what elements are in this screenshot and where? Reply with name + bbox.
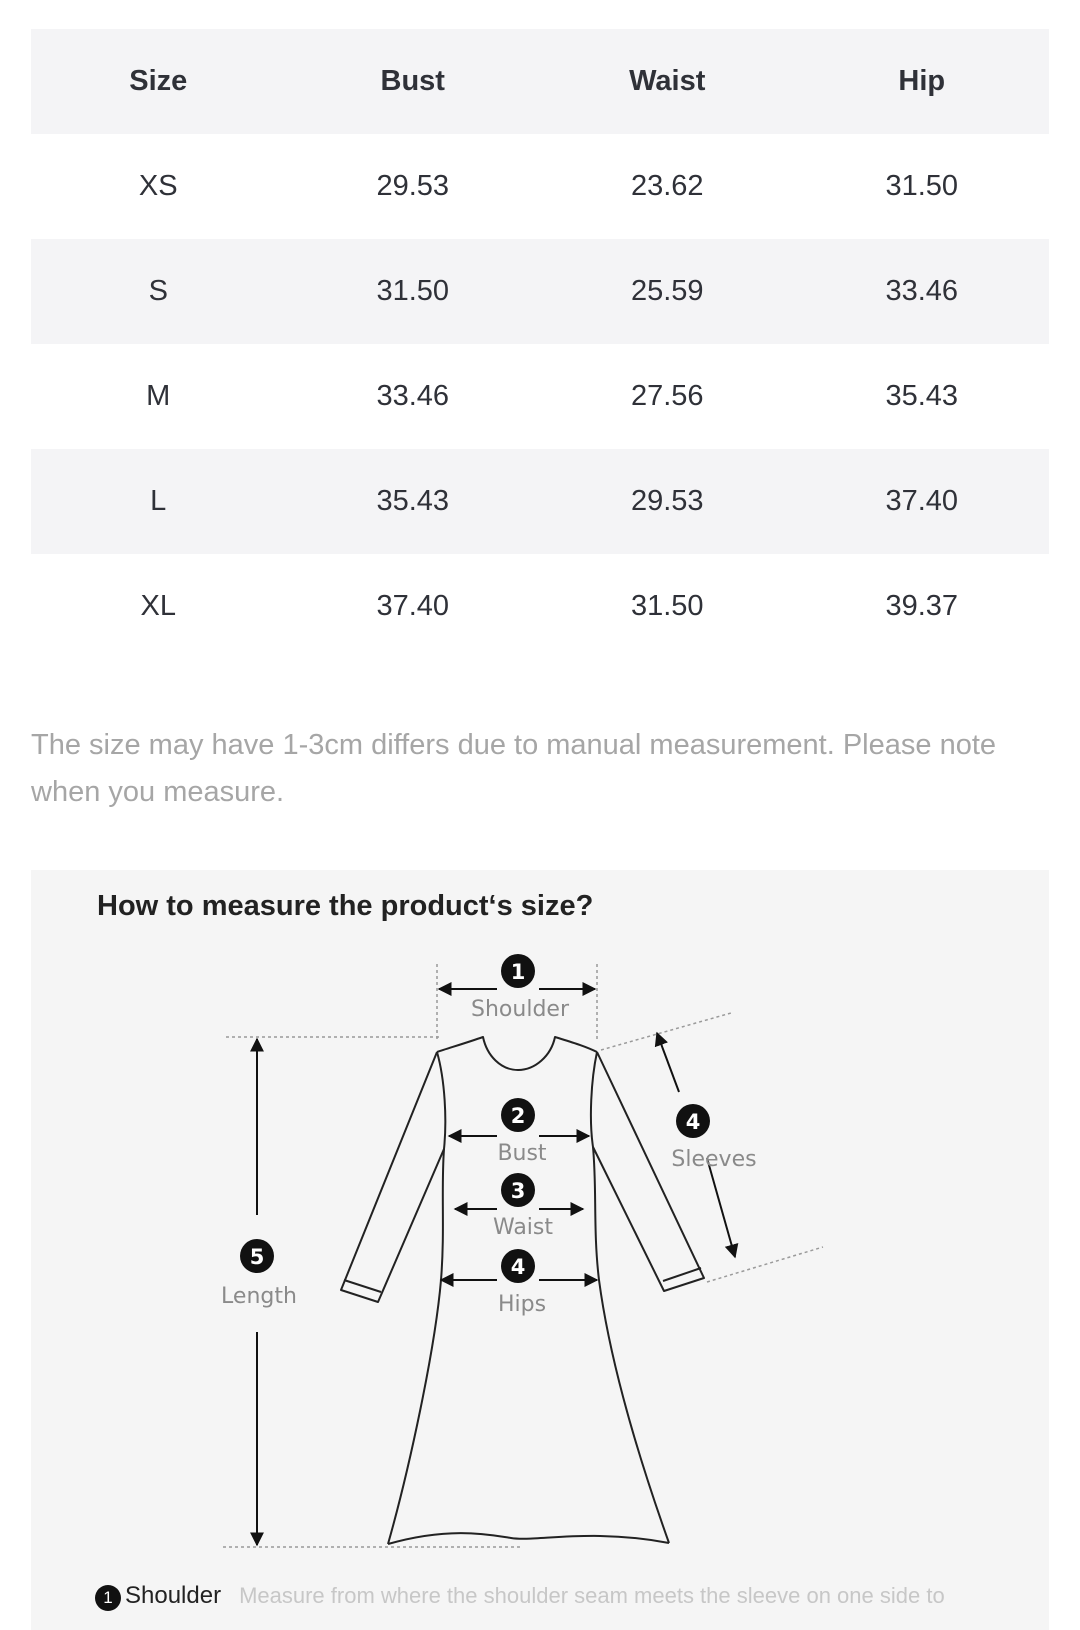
table-row <box>31 554 1049 659</box>
hips-label: Hips <box>497 1292 547 1317</box>
footnote-description: Measure from where the shoulder seam meets the sleeve on one side to <box>239 1583 945 1608</box>
cell-hip: 39.37 <box>885 590 959 622</box>
cell-hip: 33.46 <box>795 239 1050 344</box>
cell-size: S <box>31 239 286 344</box>
cell-hip: 35.43 <box>885 380 959 412</box>
table-row <box>31 239 1049 344</box>
cell-bust: 31.50 <box>286 239 541 344</box>
measurement-guide <box>31 870 1049 1630</box>
table-row <box>31 449 1049 554</box>
table-row <box>31 344 1049 449</box>
size-chart-table <box>31 29 1049 659</box>
shoulder-label: Shoulder <box>471 997 569 1022</box>
sleeves-number: 4 <box>685 1110 701 1134</box>
sleeves-label: Sleeves <box>671 1147 757 1172</box>
measurement-note: The size may have 1-3cm differs due to manual measurement. Please note when you measure. <box>31 729 997 808</box>
header-hip: Hip <box>795 29 1050 134</box>
dress-diagram <box>31 870 1049 1630</box>
cell-waist: 31.50 <box>630 590 704 622</box>
cell-waist: 25.59 <box>540 239 795 344</box>
shoulder-number: 1 <box>510 960 526 984</box>
waist-label: Waist <box>492 1215 554 1240</box>
cell-size: XL <box>140 590 176 622</box>
header-bust: Bust <box>286 29 541 134</box>
cell-hip: 37.40 <box>795 449 1050 554</box>
header-size: Size <box>31 29 286 134</box>
length-label: Length <box>221 1284 297 1309</box>
hips-number: 4 <box>510 1255 526 1279</box>
length-number: 5 <box>249 1245 265 1269</box>
cell-bust: 33.46 <box>376 380 450 412</box>
table-header-row <box>31 29 1049 134</box>
guide-title: How to measure the product‘s size? <box>97 890 594 922</box>
bust-number: 2 <box>510 1104 526 1128</box>
cell-hip: 31.50 <box>885 170 959 202</box>
cell-size: M <box>146 380 171 412</box>
header-waist: Waist <box>540 29 795 134</box>
cell-bust: 35.43 <box>286 449 541 554</box>
cell-waist: 27.56 <box>630 380 704 412</box>
cell-size: XS <box>138 170 178 202</box>
footnote-label: Shoulder <box>125 1582 222 1609</box>
cell-bust: 37.40 <box>376 590 450 622</box>
guide-footnote <box>95 1582 945 1611</box>
waist-number: 3 <box>510 1179 526 1203</box>
measure-arrows <box>257 989 735 1545</box>
cell-waist: 29.53 <box>540 449 795 554</box>
cell-size: L <box>31 449 286 554</box>
bust-label: Bust <box>497 1141 547 1166</box>
cell-bust: 29.53 <box>376 170 450 202</box>
table-row <box>31 134 1049 239</box>
cell-waist: 23.62 <box>630 170 704 202</box>
footnote-number-icon: 1 <box>95 1585 121 1611</box>
